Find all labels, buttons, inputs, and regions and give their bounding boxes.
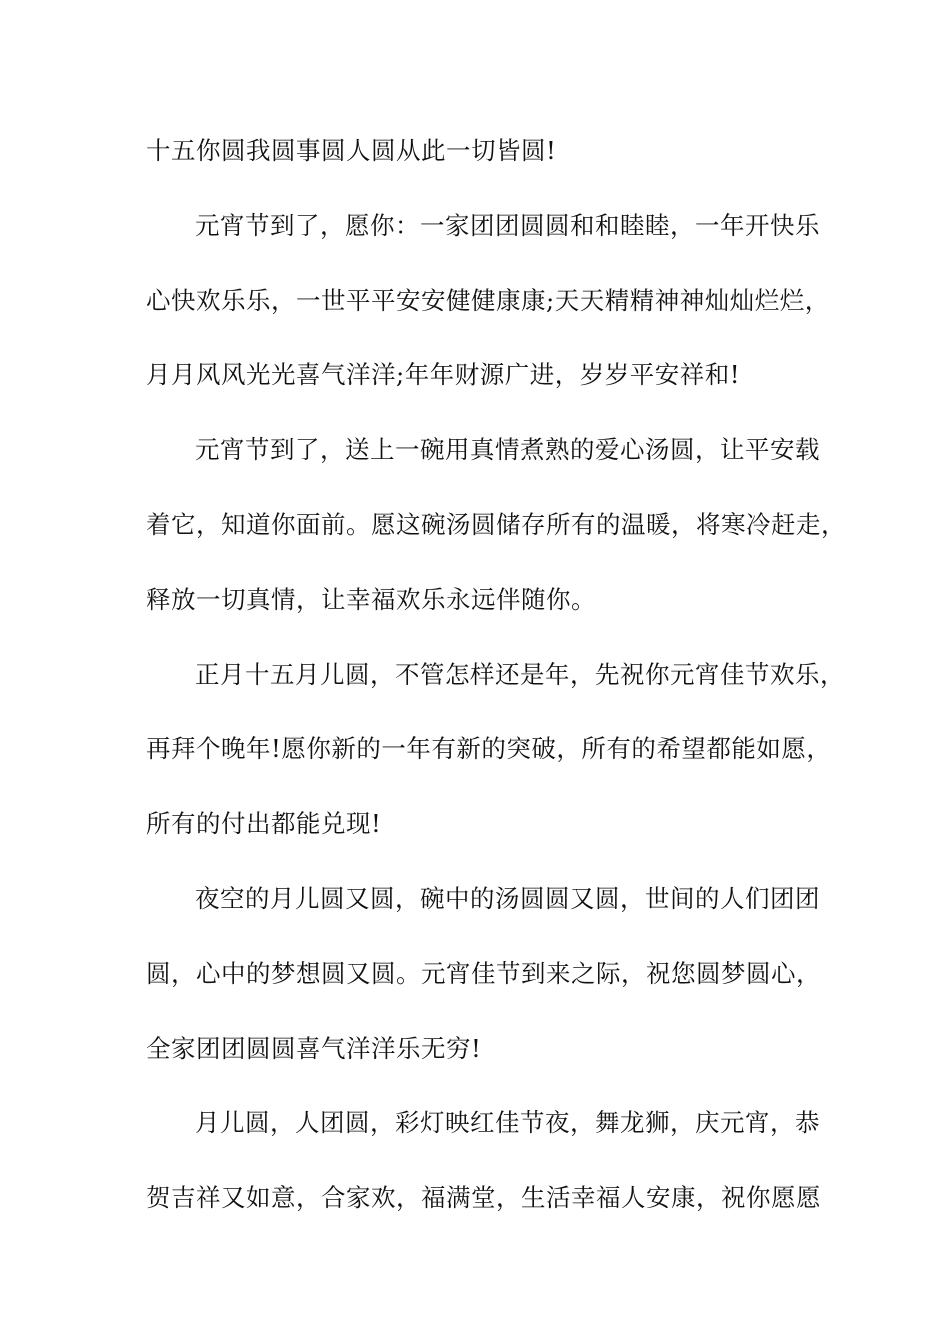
paragraph-start-line: 元宵节到了，送上一碗用真情煮熟的爱心汤圆，让平安载 bbox=[195, 435, 820, 465]
text-line: 十五你圆我圆事圆人圆从此一切皆圆! bbox=[146, 136, 557, 165]
text-line: 心快欢乐乐，一世平平安安健健康康;天天精精神神灿灿烂烂， bbox=[146, 285, 830, 315]
paragraph-start-line: 元宵节到了，愿你：一家团团圆圆和和睦睦，一年开快乐 bbox=[195, 210, 820, 240]
text-line: 释放一切真情，让幸福欢乐永远伴随你。 bbox=[146, 584, 596, 614]
text-line: 所有的付出都能兑现! bbox=[146, 809, 382, 839]
text-line: 圆，心中的梦想圆又圆。元宵佳节到来之际，祝您圆梦圆心， bbox=[146, 958, 821, 988]
paragraph-start-line: 月儿圆，人团圆，彩灯映红佳节夜，舞龙狮，庆元宵，恭 bbox=[195, 1108, 820, 1138]
text-line: 着它，知道你面前。愿这碗汤圆储存所有的温暖，将寒冷赶走， bbox=[146, 509, 846, 539]
text-line: 贺吉祥又如意，合家欢，福满堂，生活幸福人安康，祝你愿愿 bbox=[146, 1183, 821, 1213]
text-line: 再拜个晚年!愿你新的一年有新的突破，所有的希望都能如愿， bbox=[146, 734, 832, 764]
document-body bbox=[146, 126, 846, 1248]
paragraph-start-line: 正月十五月儿圆，不管怎样还是年，先祝你元宵佳节欢乐， bbox=[195, 659, 845, 689]
text-line: 月月风风光光喜气洋洋;年年财源广进，岁岁平安祥和! bbox=[146, 360, 741, 390]
paragraph-start-line: 夜空的月儿圆又圆，碗中的汤圆圆又圆，世间的人们团团 bbox=[195, 883, 820, 913]
text-line: 全家团团圆圆喜气洋洋乐无穷! bbox=[146, 1033, 482, 1063]
